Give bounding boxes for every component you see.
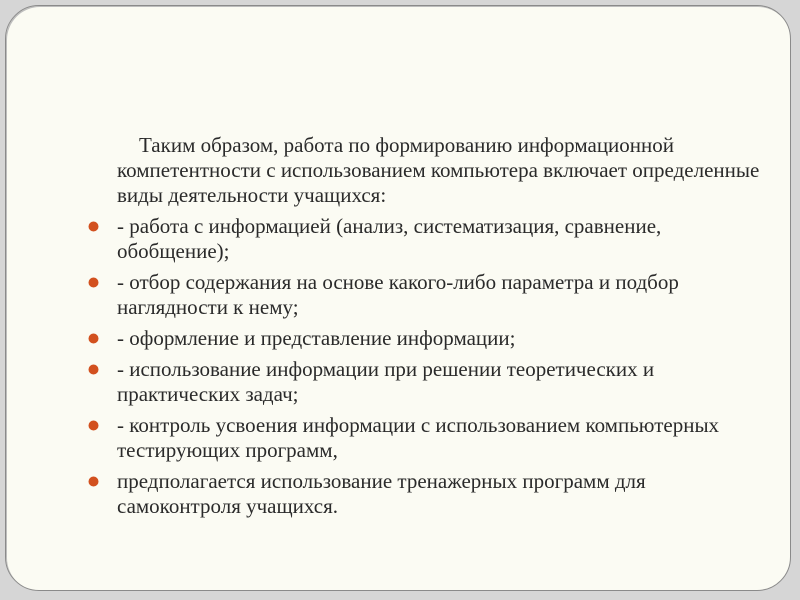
list-item bbox=[86, 357, 766, 407]
bullet-list bbox=[86, 214, 766, 519]
list-item-text: - работа с информацией (анализ, систематизация, сравнение, обобщение); bbox=[117, 214, 662, 263]
list-item bbox=[86, 214, 766, 264]
bullet-icon bbox=[87, 332, 100, 345]
list-item bbox=[86, 413, 766, 463]
list-item bbox=[86, 469, 766, 519]
list-item-text: - использование информации при решении теоретических и практических задач; bbox=[117, 357, 655, 406]
bullet-icon bbox=[87, 475, 100, 488]
bullet-icon bbox=[87, 419, 100, 432]
bullet-icon bbox=[87, 363, 100, 376]
list-item-text: - отбор содержания на основе какого-либо параметра и подбор наглядности к нему; bbox=[117, 270, 679, 319]
list-item-text: - контроль усвоения информации с использованием компьютерных тестирующих программ, bbox=[117, 413, 720, 462]
intro-paragraph: Таким образом, работа по формированию информационной компетентности с использованием компьютера включает определенные виды деятельности учащихся: bbox=[117, 133, 760, 207]
list-item bbox=[86, 270, 766, 320]
list-item bbox=[86, 326, 766, 351]
list-item-text: предполагается использование тренажерных программ для самоконтроля учащихся. bbox=[117, 469, 646, 518]
list-item-text: - оформление и представление информации; bbox=[117, 326, 516, 350]
bullet-icon bbox=[87, 220, 100, 233]
bullet-icon bbox=[87, 276, 100, 289]
slide bbox=[5, 5, 791, 591]
slide-content bbox=[86, 133, 766, 525]
